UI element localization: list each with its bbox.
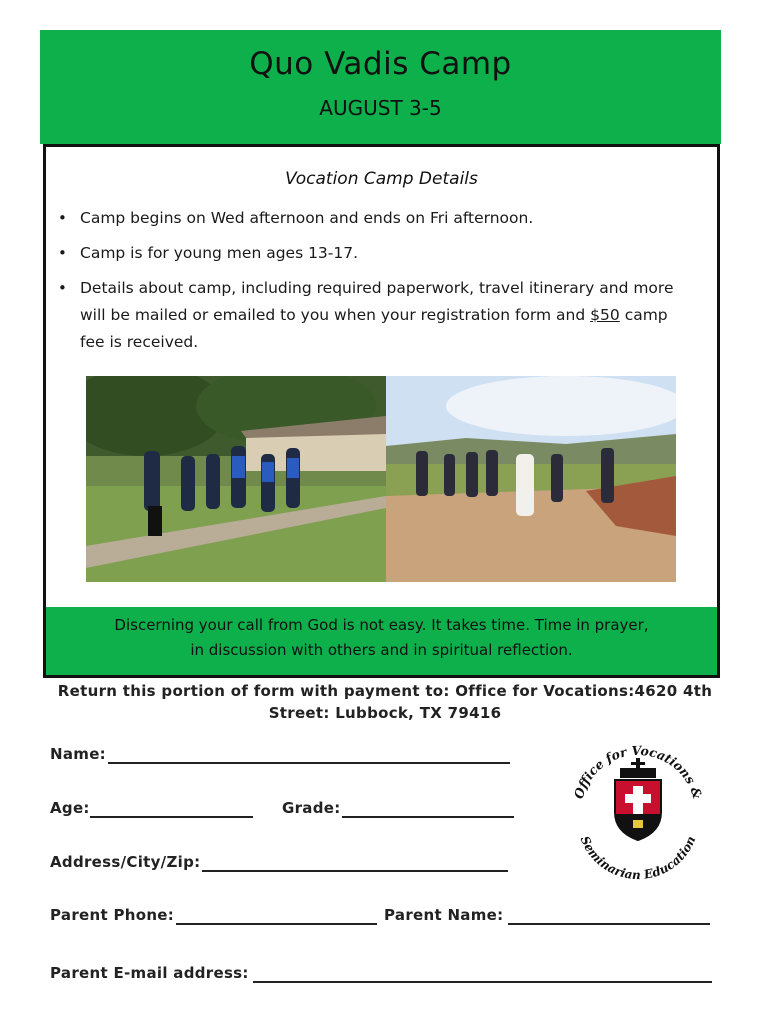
grade-label: Grade: [282, 799, 341, 817]
bullet-icon: • [58, 244, 67, 262]
bullet-icon: • [58, 209, 67, 227]
details-subtitle: Vocation Camp Details [285, 169, 478, 189]
parent-name-label: Parent Name: [384, 906, 504, 924]
parent-name-field[interactable] [508, 923, 710, 925]
list-item: • Camp begins on Wed afternoon and ends on Fri afternoon. [54, 205, 694, 232]
return-line-1: Return this portion of form with payment to: Office for Vocations:4620 4th [57, 682, 713, 700]
details-list [54, 205, 694, 364]
grade-field[interactable] [342, 816, 514, 818]
banner-line-2: in discussion with others and in spiritual reflection. [190, 641, 573, 659]
discernment-banner [46, 607, 717, 675]
parent-phone-field[interactable] [176, 923, 377, 925]
camp-dates: AUGUST 3-5 [319, 96, 442, 120]
address-field[interactable] [202, 870, 508, 872]
parent-phone-label: Parent Phone: [50, 906, 175, 924]
photo-strip [86, 376, 676, 582]
page-title: Quo Vadis Camp [249, 46, 512, 82]
return-notice [40, 680, 730, 724]
return-line-2: Street: Lubbock, TX 79416 [268, 704, 502, 722]
vocations-office-logo [563, 740, 713, 880]
name-label: Name: [50, 745, 106, 763]
camp-photo-right [386, 376, 676, 582]
name-field[interactable] [108, 762, 510, 764]
logo-text-top: Office for Vocations & [570, 742, 706, 801]
camp-fee: $50 [590, 306, 620, 324]
details-box [43, 144, 720, 678]
list-item: • Details about camp, including required paperwork, travel itinerary and more will be mailed or emailed to you when your registration form and $50 camp fee is received. [54, 275, 694, 356]
age-label: Age: [50, 799, 90, 817]
banner-line-1: Discerning your call from God is not easy. It takes time. Time in prayer, [114, 616, 649, 634]
logo-text-bottom: Seminarian Education [577, 833, 699, 880]
address-label: Address/City/Zip: [50, 853, 201, 871]
camp-photo-left [86, 376, 386, 582]
parent-email-field[interactable] [253, 981, 712, 983]
list-item: • Camp is for young men ages 13-17. [54, 240, 694, 267]
parent-email-label: Parent E-mail address: [50, 964, 249, 982]
bullet-icon: • [58, 279, 67, 297]
diocese-shield-icon [615, 758, 661, 840]
header-banner [40, 30, 721, 144]
age-field[interactable] [90, 816, 253, 818]
